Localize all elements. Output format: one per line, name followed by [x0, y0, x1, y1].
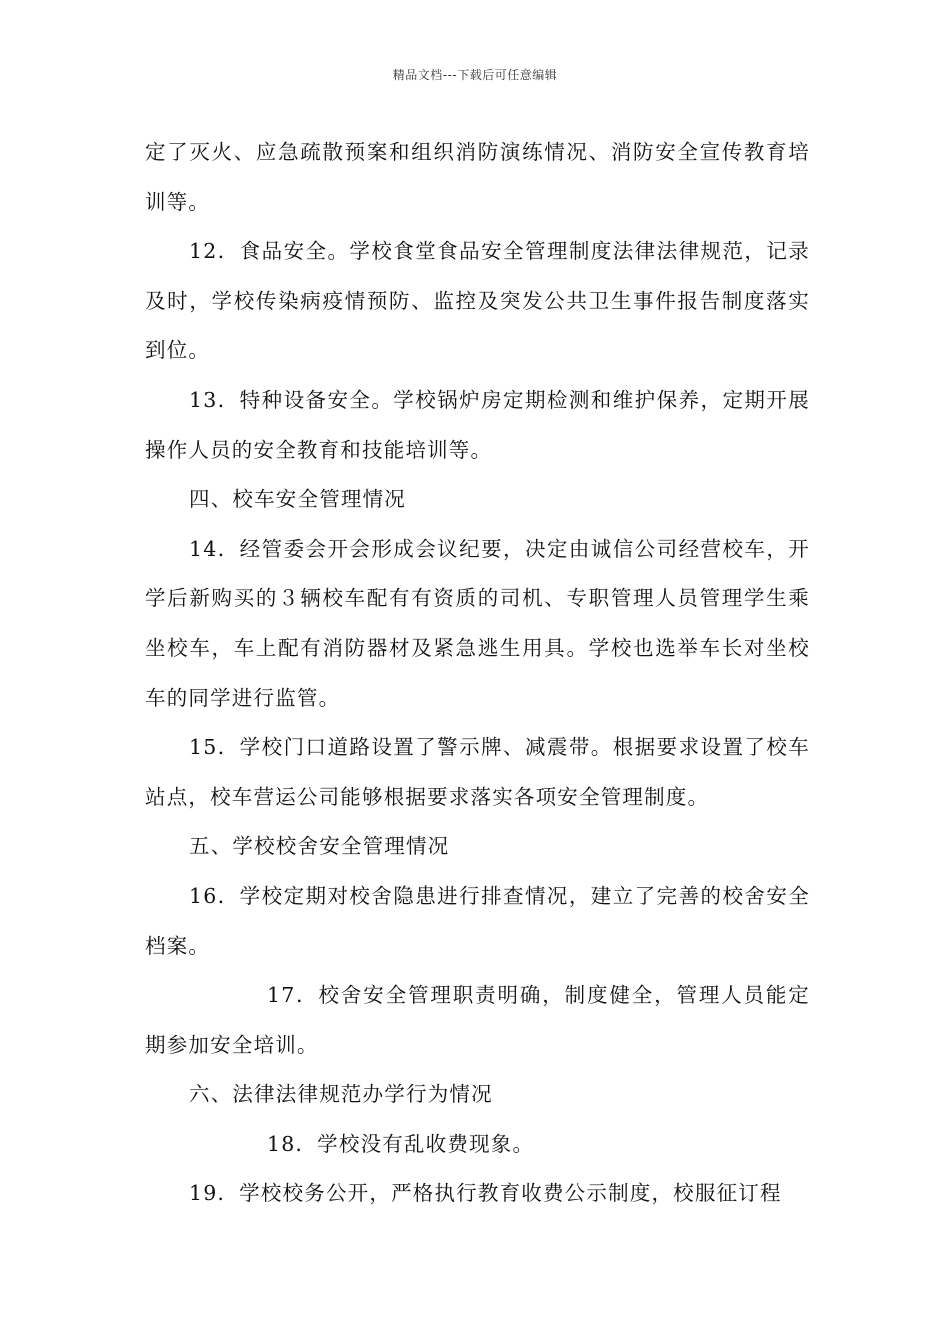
- paragraph-item-17: 17．校舍安全管理职责明确，制度健全，管理人员能定期参加安全培训。: [145, 983, 810, 1057]
- paragraph-item-18: 18．学校没有乱收费现象。: [267, 1131, 535, 1156]
- paragraph-item-14: 14．经管委会开会形成会议纪要，决定由诚信公司经营校车，开学后新购买的３辆校车配有有资质的司机、专职管理人员管理学生乘坐校车，车上配有消防器材及紧急逃生用具。学校也选举车长对坐校车的同学进行监管。: [145, 536, 810, 710]
- section-heading-4: 四、校车安全管理情况: [189, 487, 406, 512]
- paragraph-item-12: 12．食品安全。学校食堂食品安全管理制度法律法律规范，记录及时，学校传染病疫情预防、监控及突发公共卫生事件报告制度落实到位。: [145, 239, 810, 363]
- document-body: [145, 128, 810, 1219]
- section-heading-5: 五、学校校舍安全管理情况: [189, 834, 450, 859]
- paragraph-item-15: 15．学校门口道路设置了警示牌、减震带。根据要求设置了校车站点，校车营运公司能够根据要求落实各项安全管理制度。: [145, 735, 810, 809]
- paragraph-continuation: 定了灭火、应急疏散预案和组织消防演练情况、消防安全宣传教育培训等。: [145, 140, 810, 214]
- paragraph-item-16: 16．学校定期对校舍隐患进行排查情况，建立了完善的校舍安全档案。: [145, 883, 810, 958]
- section-heading-6: 六、法律法律规范办学行为情况: [189, 1082, 493, 1107]
- page-header: 精品文档---下载后可任意编辑: [392, 68, 558, 82]
- paragraph-item-13: 13．特种设备安全。学校锅炉房定期检测和维护保养，定期开展操作人员的安全教育和技能培训等。: [145, 387, 810, 462]
- paragraph-item-19: 19．学校校务公开，严格执行教育收费公示制度，校服征订程: [189, 1181, 782, 1206]
